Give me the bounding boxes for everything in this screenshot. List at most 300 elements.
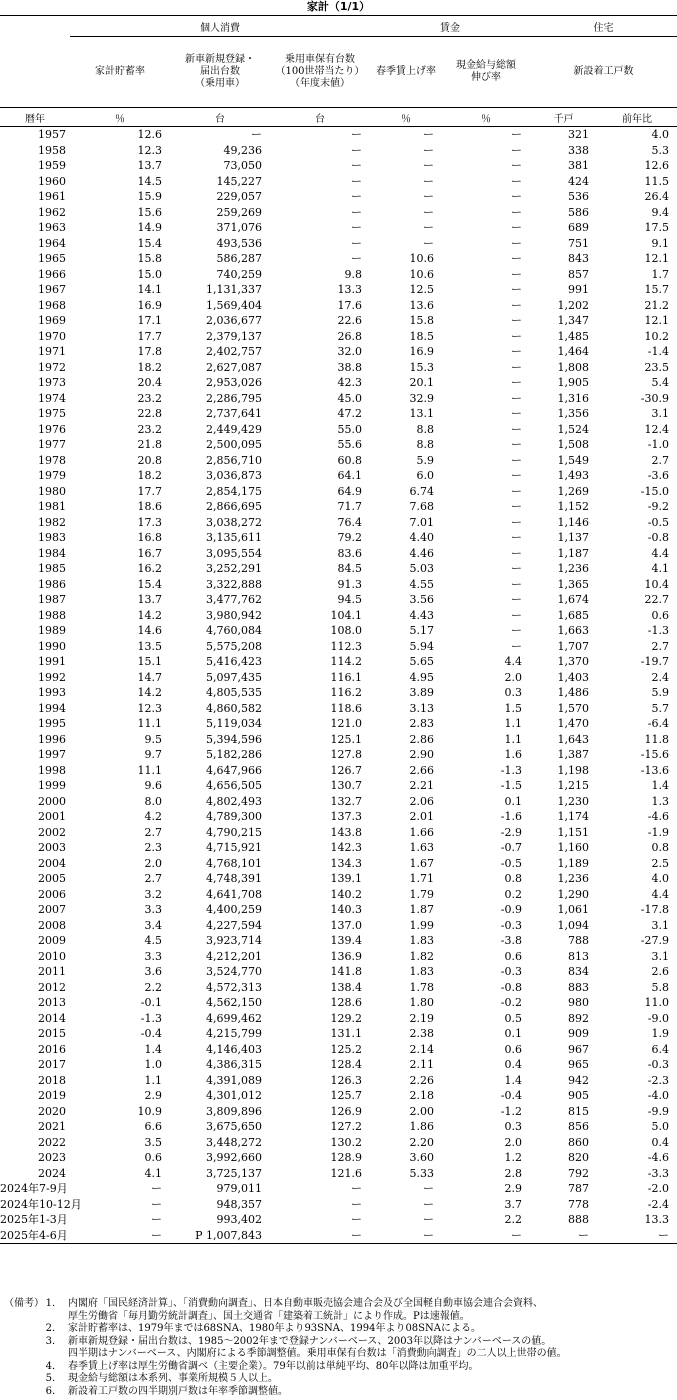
cell-housing-yoy: -3.6 [647,469,670,482]
cell-savings-rate: 15.0 [137,267,162,281]
cell-cars-per-household: 114.2 [330,655,363,668]
cell-new-car-reg: P 1,007,843 [170,1228,270,1244]
cell-cars-per-household: 139.4 [330,934,363,947]
cell-housing-yoy: -13.6 [640,763,670,777]
cell-savings-rate: -0.1 [140,996,162,1009]
cell-new-car-reg: 4,212,201 [206,949,262,963]
table-row [0,654,677,670]
cell-housing-yoy: 3.1 [651,407,670,420]
cell-new-car-reg: 3,923,714 [206,934,262,947]
cell-housing-yoy: 11.5 [644,174,670,188]
cell-housing-yoy: 3.1 [651,949,670,963]
cell-cars-per-household: 139.1 [330,872,363,885]
cell-housing-yoy: 5.0 [651,1120,670,1133]
cell-spring-wage: 8.8 [416,438,435,451]
cell-housing-yoy: 21.2 [644,298,670,312]
cell-new-car-reg: 2,449,429 [206,422,262,436]
cell-spring-wage: ー [423,174,435,188]
cell-housing-starts: 834 [568,965,590,978]
cell-cash-wage: ー [511,267,523,281]
table-row [0,251,677,267]
cell-year: 2013 [38,996,66,1009]
cell-housing-yoy: -9.0 [647,1011,670,1025]
cell-year: 1961 [38,190,66,203]
cell-savings-rate: 14.6 [137,624,162,637]
cell-cash-wage: ー [442,1228,530,1244]
table-row [0,515,677,531]
cell-housing-yoy: 4.0 [651,128,670,141]
cell-new-car-reg: 2,866,695 [206,500,262,513]
cell-new-car-reg: 4,562,150 [206,996,262,1009]
cell-cash-wage: ー [511,143,523,157]
cell-savings-rate: 2.2 [144,980,162,994]
note-item [4,1348,676,1361]
cell-cars-per-household: 116.2 [330,686,363,699]
cell-savings-rate: 2.7 [144,872,162,885]
cell-housing-starts: 778 [568,1197,590,1211]
cell-cars-per-household: 128.4 [330,1058,363,1071]
cell-cars-per-household: 125.7 [330,1089,363,1102]
cell-savings-rate: 15.1 [137,655,162,668]
cell-cars-per-household: 121.0 [330,717,363,730]
cell-savings-rate: 20.8 [137,453,162,467]
cell-savings-rate: 3.4 [144,918,162,932]
cell-spring-wage: 6.74 [409,484,435,498]
cell-spring-wage: 1.99 [409,918,435,932]
cell-new-car-reg: 2,854,175 [206,484,262,498]
cell-cash-wage: ー [511,345,523,358]
cell-savings-rate: 15.4 [137,577,162,591]
cell-housing-starts: 424 [568,174,590,188]
cell-housing-yoy: -1.3 [647,624,670,637]
cell-year: 1997 [38,748,66,761]
cell-spring-wage: 4.40 [409,531,435,544]
cell-cash-wage: -1.3 [500,763,523,777]
cell-new-car-reg: 3,477,762 [206,593,262,606]
cell-spring-wage: ー [423,221,435,234]
cell-savings-rate: ー [151,1213,162,1226]
cell-year: 1992 [38,670,66,684]
cell-year: 1990 [38,639,66,653]
cell-cash-wage: ー [511,515,523,529]
table-row [0,732,677,748]
cell-savings-rate: 10.9 [137,1104,162,1118]
cell-cash-wage: -0.3 [500,918,523,932]
cell-cash-wage: 1.1 [504,732,523,746]
cell-spring-wage: 4.43 [409,608,435,622]
cell-cash-wage: ー [511,639,523,653]
cell-housing-starts: 1,365 [557,577,590,591]
group-consumption: 個人消費 [70,16,370,37]
cell-housing-yoy: ー [597,1228,677,1244]
cell-housing-yoy: 5.4 [651,376,670,389]
cell-savings-rate: 18.6 [137,500,162,513]
household-table [0,15,677,1244]
table-row [0,1042,677,1058]
unit-yoy: 前年比 [597,108,677,127]
cell-new-car-reg: 5,416,423 [206,655,262,668]
table-row [0,933,677,949]
header-blank-2 [0,37,70,108]
cell-year: 2005 [38,872,66,885]
cell-cash-wage: 3.7 [504,1197,523,1211]
table-row [0,1119,677,1135]
cell-housing-starts: 1,316 [557,391,590,405]
cell-housing-starts: 751 [568,236,590,250]
cell-cash-wage: 1.6 [504,748,523,761]
cell-new-car-reg: 2,036,677 [206,314,262,327]
cell-savings-rate: 3.2 [144,887,162,901]
cell-savings-rate: 11.1 [137,763,162,777]
cell-year: 1966 [38,267,66,281]
cell-spring-wage: 1.87 [409,903,435,916]
cell-year: 1960 [38,174,66,188]
note-text: 四半期はナンバーベース、内閣府による季節調整値。乗用車保有台数は「消費動向調査」の二人以上世帯の値。 [68,1348,567,1359]
table-row [0,267,677,283]
cell-cars-per-household: ー [351,1197,363,1211]
note-item [4,1361,676,1374]
cell-year: 1981 [38,500,66,513]
cell-savings-rate: 3.3 [144,949,162,963]
cell-housing-starts: 1,187 [557,546,590,560]
table-row [0,530,677,546]
cell-cars-per-household: 9.8 [344,267,363,281]
cell-housing-yoy: 0.4 [651,1135,670,1149]
cell-housing-yoy: 17.5 [644,221,670,234]
cell-spring-wage: 2.11 [409,1058,435,1071]
cell-housing-starts: 1,524 [557,422,590,436]
cell-housing-starts: 1,464 [557,345,590,358]
cell-housing-yoy: 3.1 [651,918,670,932]
cell-housing-starts: 1,202 [557,298,590,312]
cell-housing-starts: 1,370 [557,655,590,668]
cell-housing-starts: 321 [568,128,590,141]
cell-year: 1980 [38,484,66,498]
cell-cash-wage: ー [511,298,523,312]
cell-housing-starts: 338 [568,143,590,157]
cell-spring-wage: 2.66 [409,763,435,777]
table-row [0,778,677,794]
cell-spring-wage: ー [423,159,435,172]
cell-cars-per-household: ー [351,1182,363,1195]
note-number [40,1311,68,1324]
cell-spring-wage: 2.90 [409,748,435,761]
notes-label-spacer [4,1361,40,1374]
cell-cash-wage: ー [511,329,523,343]
cell-spring-wage: 3.89 [409,686,435,699]
cell-cash-wage: ー [511,407,523,420]
table-row [0,949,677,965]
cell-cars-per-household: 138.4 [330,980,363,994]
cell-spring-wage: 1.78 [409,980,435,994]
cell-savings-rate: 4.1 [144,1166,162,1180]
cell-housing-yoy: -1.9 [647,825,670,839]
cell-housing-yoy: 23.5 [644,360,670,374]
cell-cash-wage: ー [511,221,523,234]
cell-new-car-reg: 979,011 [216,1182,262,1195]
cell-cash-wage: ー [511,190,523,203]
cell-cash-wage: 2.8 [504,1166,523,1180]
cell-cash-wage: 0.3 [504,1120,523,1133]
notes-label-spacer [4,1386,40,1399]
table-row [0,1026,677,1042]
cell-housing-starts: 820 [568,1151,590,1164]
cell-new-car-reg: 5,182,286 [206,748,262,761]
note-item [4,1373,676,1386]
cell-spring-wage: 13.6 [409,298,435,312]
table-row [0,484,677,500]
cell-year: 1991 [38,655,66,668]
table-row [0,313,677,329]
cell-housing-yoy: 1.9 [651,1027,670,1040]
note-item [4,1386,676,1399]
cell-new-car-reg: 4,215,799 [206,1027,262,1040]
group-housing: 住宅 [530,16,677,37]
cell-cars-per-household: 84.5 [337,562,363,575]
cell-housing-starts: 1,236 [557,562,590,575]
cell-year: 2022 [38,1135,66,1149]
cell-savings-rate: 14.1 [137,283,162,296]
cell-new-car-reg: 4,656,505 [206,779,262,792]
cell-new-car-reg: 3,725,137 [206,1166,262,1180]
cell-cash-wage: 4.4 [504,655,523,668]
cell-year: 2025年1-3月 [0,1213,68,1226]
cell-year: 1958 [38,143,66,157]
cell-spring-wage: 2.20 [409,1135,435,1149]
cell-cars-per-household: ー [351,190,363,203]
cell-housing-yoy: 4.4 [651,887,670,901]
cell-spring-wage: 5.9 [416,453,435,467]
cell-year: 2003 [38,841,66,854]
table-row [0,794,677,810]
cell-cars-per-household: 130.7 [330,779,363,792]
note-text: 新車新規登録・届出台数は、1985～2002年まで登録ナンバーベース、2003年以降はナンバーベースの値。 [68,1335,552,1347]
cell-year: 2006 [38,887,66,901]
cell-housing-starts: 1,643 [557,732,590,746]
cell-cars-per-household: 55.6 [337,438,363,451]
cell-housing-starts: 1,663 [557,624,590,637]
cell-new-car-reg: 1,131,337 [206,283,262,296]
cell-housing-starts: 1,236 [557,872,590,885]
cell-housing-yoy: 6.4 [651,1042,670,1056]
cell-year: 2020 [38,1104,66,1118]
cell-savings-rate: ー [70,1228,170,1244]
note-text: 現金給与総額は本系列、事業所規模５人以上。 [68,1373,278,1384]
cell-housing-starts: ー [530,1228,597,1244]
cell-housing-yoy: 22.7 [644,593,670,606]
cell-cars-per-household: 71.7 [337,500,363,513]
cell-housing-yoy: -9.9 [647,1104,670,1118]
cell-housing-yoy: -4.6 [647,1151,670,1164]
cell-new-car-reg: 4,760,084 [206,624,262,637]
cell-housing-yoy: 10.4 [644,577,670,591]
cell-cash-wage: ー [511,593,523,606]
cell-year: 2008 [38,918,66,932]
cell-housing-yoy: -17.8 [640,903,670,916]
cell-savings-rate: 17.7 [137,484,162,498]
cell-new-car-reg: 3,448,272 [206,1135,262,1149]
cell-savings-rate: 4.2 [144,810,162,823]
notes [4,1298,676,1398]
table-row [0,747,677,763]
table-row [0,189,677,205]
cell-housing-yoy: -19.7 [640,655,670,668]
cell-savings-rate: 3.6 [144,965,162,978]
cell-new-car-reg: 3,135,611 [206,531,262,544]
cell-year: 1985 [38,562,66,575]
cell-housing-yoy: 9.1 [651,236,670,250]
note-item [4,1336,676,1349]
cell-cash-wage: ー [511,376,523,389]
cell-spring-wage: 1.80 [409,996,435,1009]
cell-year: 2019 [38,1089,66,1102]
cell-housing-starts: 815 [568,1104,590,1118]
cell-housing-yoy: 12.4 [644,422,670,436]
cell-housing-starts: 843 [568,252,590,265]
cell-spring-wage: 20.1 [409,376,435,389]
cell-savings-rate: 23.2 [137,391,162,405]
notes-label-spacer [4,1311,40,1324]
cell-spring-wage: 1.71 [409,872,435,885]
cell-spring-wage: ー [423,1197,435,1211]
cell-cars-per-household: 64.9 [337,484,363,498]
table-row [0,608,677,624]
cell-cars-per-household: 125.2 [330,1042,363,1056]
cell-spring-wage: 1.83 [409,965,435,978]
cell-new-car-reg: 3,675,650 [206,1120,262,1133]
cell-housing-starts: 857 [568,267,590,281]
cell-cars-per-household: 45.0 [337,391,363,405]
note-text: 家計貯蓄率は、1979年までは68SNA、1980年より93SNA、1994年より08SNAによる。 [68,1323,481,1334]
cell-savings-rate: 17.1 [137,314,162,327]
cell-year: 2001 [38,810,66,823]
unit-year: 暦年 [0,108,70,127]
cell-cars-per-household: 22.6 [337,314,363,327]
cell-cash-wage: 2.2 [504,1213,523,1226]
cell-year: 1970 [38,329,66,343]
cell-savings-rate: 14.7 [137,670,162,684]
cell-cars-per-household: 142.3 [330,841,363,854]
cell-new-car-reg: 4,790,215 [206,825,262,839]
cell-cars-per-household: 128.6 [330,996,363,1009]
cell-cars-per-household: 42.3 [337,376,363,389]
cell-savings-rate: 16.8 [137,531,162,544]
cell-housing-yoy: -15.0 [640,484,670,498]
cell-housing-starts: 967 [568,1042,590,1056]
cell-year: 2024 [38,1166,66,1180]
cell-spring-wage: 6.0 [416,469,435,482]
table-row [0,577,677,593]
cell-spring-wage: 3.56 [409,593,435,606]
cell-cash-wage: ー [511,453,523,467]
cell-housing-starts: 1,808 [557,360,590,374]
cell-spring-wage: ー [423,128,435,141]
cell-housing-yoy: 2.7 [651,639,670,653]
cell-housing-yoy: 5.9 [651,686,670,699]
table-row [0,964,677,980]
cell-year: 2009 [38,934,66,947]
cell-housing-starts: 1,198 [557,763,590,777]
cell-spring-wage: ー [423,143,435,157]
header-blank [0,16,70,37]
cell-housing-yoy: 10.2 [644,329,670,343]
cell-new-car-reg: 2,737,641 [206,407,262,420]
cell-new-car-reg: 4,802,493 [206,794,262,808]
cell-spring-wage: 5.94 [409,639,435,653]
cell-cars-per-household: 137.0 [330,918,363,932]
cell-housing-starts: 689 [568,221,590,234]
cell-housing-yoy: 5.3 [651,143,670,157]
cell-housing-yoy: 4.0 [651,872,670,885]
cell-cars-per-household: 17.6 [337,298,363,312]
table-row [0,887,677,903]
cell-cash-wage: ー [511,128,523,141]
cell-year: 2016 [38,1042,66,1056]
cell-housing-yoy: -2.4 [647,1197,670,1211]
cell-savings-rate: 14.5 [137,174,162,188]
cell-savings-rate: 9.7 [144,748,162,761]
cell-year: 1969 [38,314,66,327]
cell-year: 1989 [38,624,66,637]
table-row [0,453,677,469]
cell-year: 1987 [38,593,66,606]
table-row [0,825,677,841]
page-title: 家計（1/1） [306,0,371,13]
table-row [0,1150,677,1166]
cell-spring-wage: 4.55 [409,577,435,591]
cell-spring-wage: 18.5 [409,329,435,343]
cell-spring-wage: 4.46 [409,546,435,560]
cell-housing-yoy: -2.3 [647,1073,670,1087]
cell-spring-wage: 7.01 [409,515,435,529]
cell-housing-yoy: -4.0 [647,1089,670,1102]
cell-spring-wage: 16.9 [409,345,435,358]
cell-housing-starts: 980 [568,996,590,1009]
cell-housing-yoy: 12.6 [644,159,670,172]
cell-spring-wage: 2.01 [409,810,435,823]
cell-housing-yoy: 1.7 [651,267,670,281]
unit-cars: 台 [270,108,370,127]
cell-housing-yoy: 2.7 [651,453,670,467]
cell-spring-wage: 2.21 [409,779,435,792]
cell-year: 1996 [38,732,66,746]
cell-new-car-reg: 4,789,300 [206,810,262,823]
cell-year: 2021 [38,1120,66,1133]
cell-new-car-reg: 3,524,770 [206,965,262,978]
cell-cars-per-household: 136.9 [330,949,363,963]
cell-savings-rate: 1.4 [144,1042,162,1056]
cell-savings-rate: 9.6 [144,779,162,792]
cell-housing-yoy: -0.8 [647,531,670,544]
cell-cash-wage: -0.7 [500,841,523,854]
cell-housing-yoy: -1.0 [647,438,670,451]
cell-cars-per-household: 121.6 [330,1166,363,1180]
cell-year: 1983 [38,531,66,544]
cell-housing-starts: 892 [568,1011,590,1025]
cell-cash-wage: ー [511,314,523,327]
cell-new-car-reg: 4,699,462 [206,1011,262,1025]
cell-new-car-reg: 586,287 [216,252,262,265]
note-item [4,1323,676,1336]
cell-savings-rate: 9.5 [144,732,162,746]
cell-cars-per-household: 94.5 [337,593,363,606]
col-savings-rate: 家計貯蓄率 [95,66,145,77]
cell-cars-per-household: 126.7 [330,763,363,777]
table-row [0,344,677,360]
cell-savings-rate: 18.2 [137,469,162,482]
cell-cash-wage: 0.6 [504,949,523,963]
cell-savings-rate: 12.3 [137,701,162,715]
